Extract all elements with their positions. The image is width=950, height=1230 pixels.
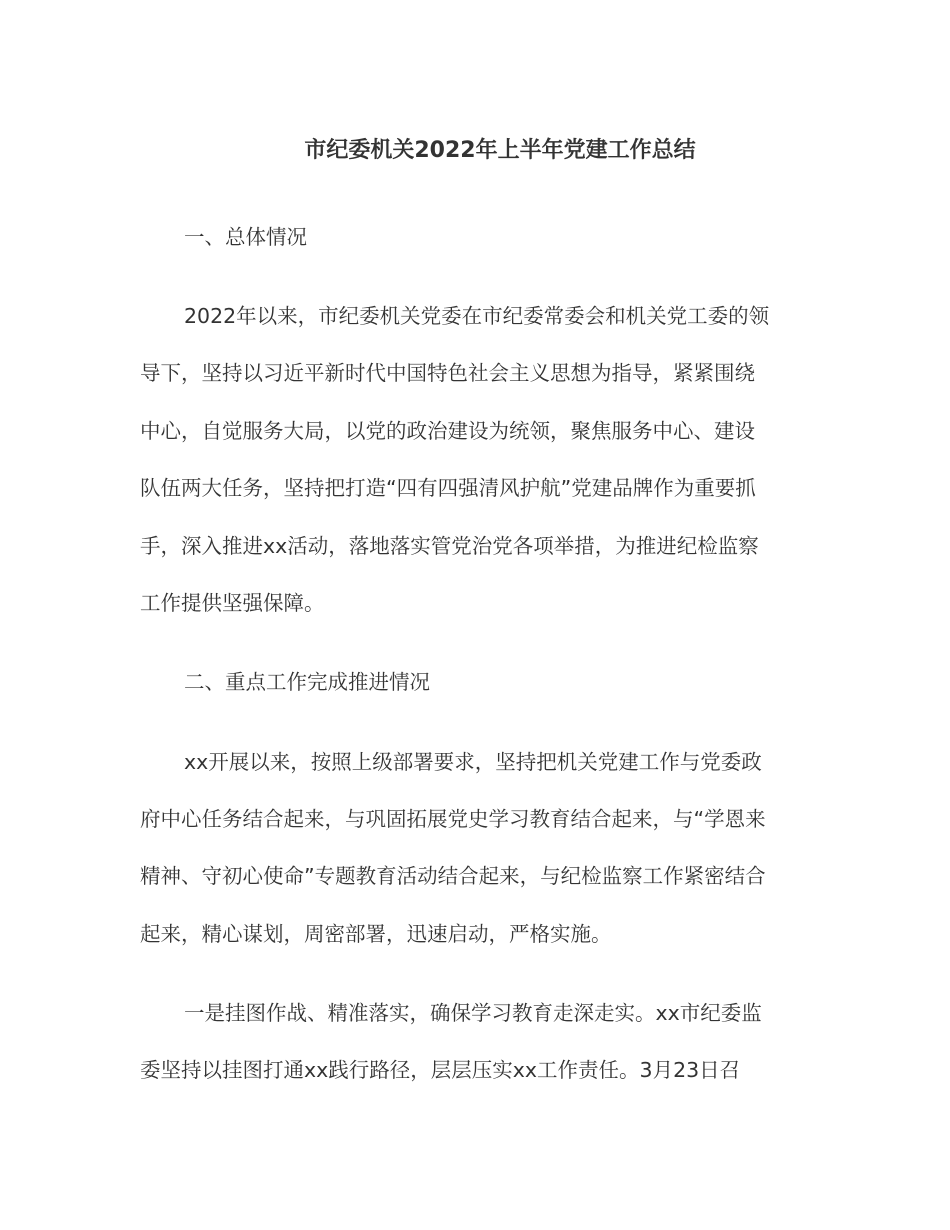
paragraph-line: xx开展以来，按照上级部署要求，坚持把机关党建工作与党委政 [184,750,762,774]
section-heading-overview: 一、总体情况 [184,225,307,249]
paragraph-line: 起来，精心谋划，周密部署，迅速启动，严格实施。 [140,922,612,946]
paragraph-line: 导下，坚持以习近平新时代中国特色社会主义思想为指导，紧紧围绕 [140,361,755,385]
paragraph-line: 一是挂图作战、精准落实，确保学习教育走深走实。xx市纪委监 [184,1001,762,1025]
paragraph-line: 中心，自觉服务大局，以党的政治建设为统领，聚焦服务中心、建设 [140,419,755,443]
paragraph-line: 手，深入推进xx活动，落地落实管党治党各项举措，为推进纪检监察 [140,534,759,558]
paragraph-line: 2022年以来，市纪委机关党委在市纪委常委会和机关党工委的领 [184,304,770,328]
paragraph-line: 工作提供坚强保障。 [140,591,325,615]
document-title: 市纪委机关2022年上半年党建工作总结 [304,138,696,163]
paragraph-line: 府中心任务结合起来，与巩固拓展党史学习教育结合起来，与“学恩来 [140,807,766,831]
paragraph-line: 队伍两大任务，坚持把打造“四有四强清风护航”党建品牌作为重要抓 [140,476,756,500]
section-heading-key-work: 二、重点工作完成推进情况 [184,670,430,694]
paragraph-line: 精神、守初心使命”专题教育活动结合起来，与纪检监察工作紧密结合 [140,864,766,888]
paragraph-line: 委坚持以挂图打通xx践行路径，层层压实xx工作责任。3月23日召 [140,1058,741,1082]
